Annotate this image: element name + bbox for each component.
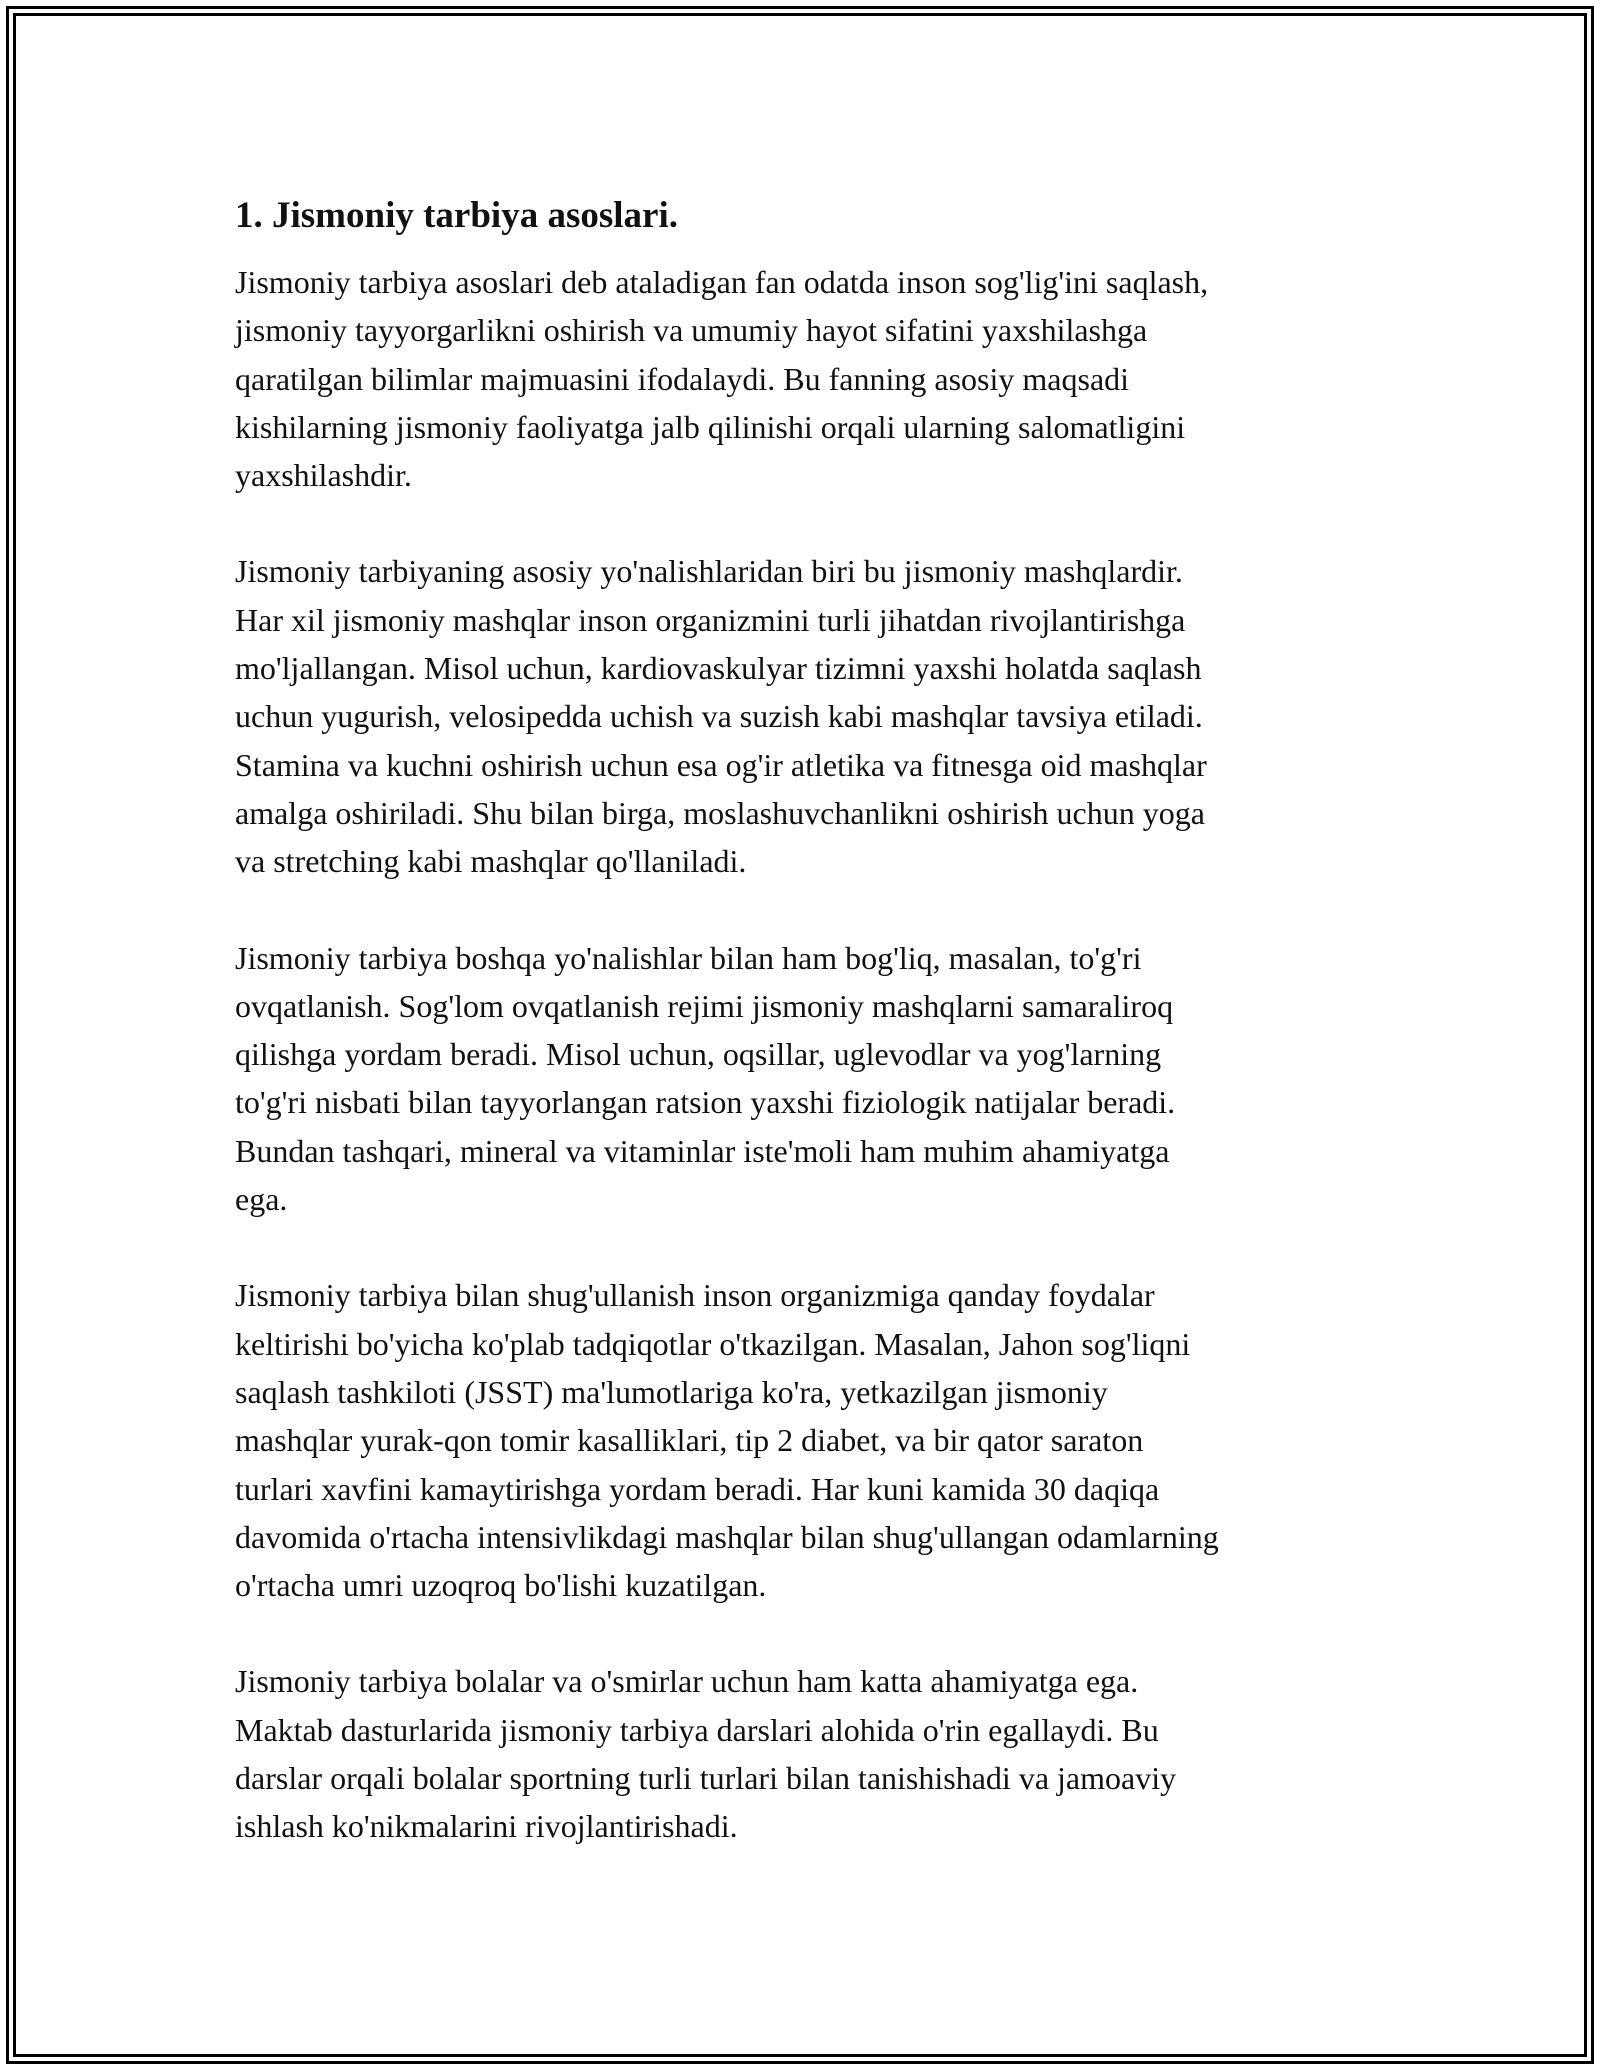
text-line: turlari xavfini kamaytirishga yordam beradi. Har kuni kamida 30 daqiqa	[235, 1470, 1160, 1507]
text-line: Jismoniy tarbiya bilan shug'ullanish inson organizmiga qanday foydalar	[235, 1277, 1155, 1314]
text-line: qilishga yordam beradi. Misol uchun, oqsillar, uglevodlar va yog'larning	[235, 1036, 1162, 1073]
paragraph-5	[235, 1657, 1385, 1850]
text-line: keltirishi bo'yicha ko'plab tadqiqotlar o'tkazilgan. Masalan, Jahon sog'liqni	[235, 1325, 1191, 1362]
text-line: Jismoniy tarbiya bolalar va o'smirlar uchun ham katta ahamiyatga ega.	[235, 1663, 1139, 1700]
text-line: Jismoniy tarbiya asoslari deb ataladigan fan odatda inson sog'lig'ini saqlash,	[235, 264, 1209, 300]
text-line: Jismoniy tarbiya boshqa yo'nalishlar bilan ham bog'liq, masalan, to'g'ri	[235, 939, 1142, 976]
text-line: ishlash ko'nikmalarini rivojlantirishadi.	[235, 1808, 738, 1845]
document-title: 1. Jismoniy tarbiya asoslari.	[235, 195, 678, 236]
text-line: davomida o'rtacha intensivlikdagi mashqlar bilan shug'ullangan odamlarning	[235, 1518, 1219, 1555]
text-line: Bundan tashqari, mineral va vitaminlar iste'moli ham muhim ahamiyatga	[235, 1132, 1170, 1169]
text-line: saqlash tashkiloti (JSST) ma'lumotlariga ko'ra, yetkazilgan jismoniy	[235, 1373, 1108, 1410]
paragraph-3	[235, 934, 1385, 1224]
text-line: mashqlar yurak-qon tomir kasalliklari, tip 2 diabet, va bir qator saraton	[235, 1422, 1144, 1459]
paragraph-2	[235, 547, 1385, 885]
text-line: o'rtacha umri uzoqroq bo'lishi kuzatilgan.	[235, 1567, 767, 1604]
text-line: qaratilgan bilimlar majmuasini ifodalaydi. Bu fanning asosiy maqsadi	[235, 360, 1130, 397]
text-line: ega.	[235, 1181, 288, 1218]
text-line: yaxshilashdir.	[235, 457, 412, 494]
text-line: mo'ljallangan. Misol uchun, kardiovaskulyar tizimni yaxshi holatda saqlash	[235, 650, 1202, 687]
text-line: darslar orqali bolalar sportning turli turlari bilan tanishishadi va jamoaviy	[235, 1760, 1177, 1797]
text-line: uchun yugurish, velosipedda uchish va suzish kabi mashqlar tavsiya etiladi.	[235, 698, 1203, 735]
text-line: va stretching kabi mashqlar qo'llaniladi.	[235, 843, 747, 880]
text-line: ovqatlanish. Sog'lom ovqatlanish rejimi jismoniy mashqlarni samaraliroq	[235, 987, 1174, 1024]
document-body	[235, 190, 1385, 1899]
text-line: to'g'ri nisbati bilan tayyorlangan ratsion yaxshi fiziologik natijalar beradi.	[235, 1084, 1176, 1121]
text-line: kishilarning jismoniy faoliyatga jalb qilinishi orqali ularning salomatligini	[235, 408, 1186, 445]
text-line: Har xil jismoniy mashqlar inson organizmini turli jihatdan rivojlantirishga	[235, 601, 1186, 638]
text-line: Maktab dasturlarida jismoniy tarbiya darslari alohida o'rin egallaydi. Bu	[235, 1711, 1159, 1748]
text-line: amalga oshiriladi. Shu bilan birga, moslashuvchanlikni oshirish uchun yoga	[235, 794, 1205, 831]
text-line: Stamina va kuchni oshirish uchun esa og'ir atletika va fitnesga oid mashqlar	[235, 746, 1207, 783]
text-line: jismoniy tayyorgarlikni oshirish va umumiy hayot sifatini yaxshilashga	[235, 312, 1148, 349]
paragraph-1	[235, 258, 1385, 499]
text-line: Jismoniy tarbiyaning asosiy yo'nalishlaridan biri bu jismoniy mashqlardir.	[235, 553, 1183, 590]
paragraph-4	[235, 1271, 1385, 1609]
